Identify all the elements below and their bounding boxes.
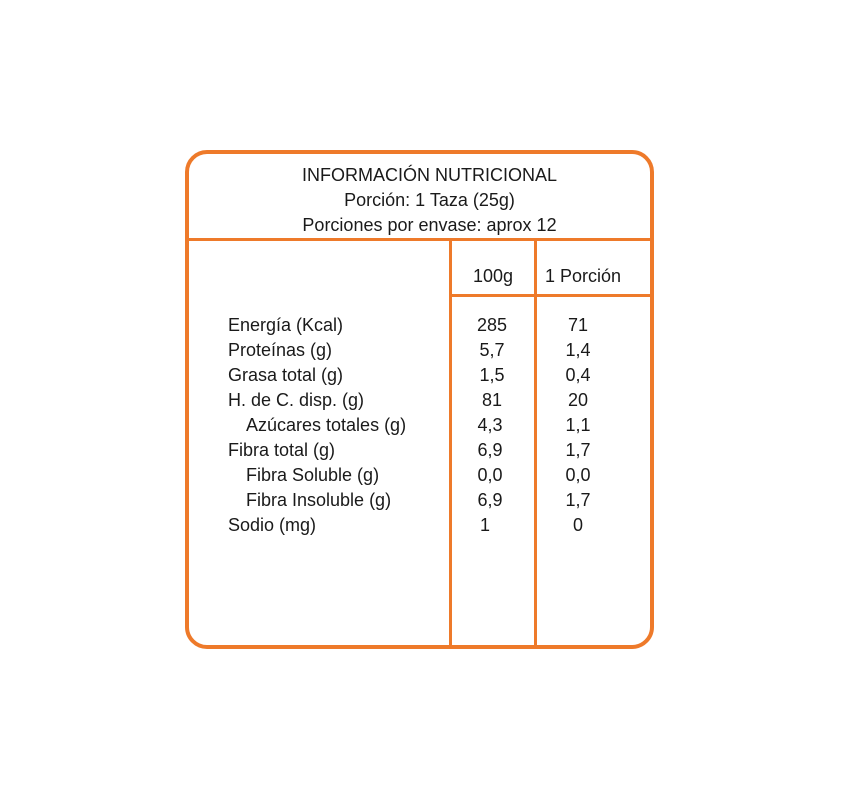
nutrient-label: Energía (Kcal) [228,315,344,335]
servings-per-container: Porciones por envase: aprox 12 [302,215,557,235]
header-divider [187,238,652,241]
nutrient-label: Fibra total (g) [228,440,336,460]
nutrient-value-100g: 6,9 [477,440,503,460]
nutrient-label: Sodio (mg) [228,515,317,535]
serving-size: Porción: 1 Taza (25g) [344,190,515,210]
nutrient-value-100g: 1 [479,515,490,535]
nutrient-value-portion: 20 [567,390,589,410]
nutrient-value-portion: 0,0 [565,465,591,485]
nutrient-value-100g: 1,5 [479,365,505,385]
column-header-portion: 1 Porción [544,266,622,286]
column-header-100g: 100g [472,266,514,286]
nutrient-label-indented: Fibra Soluble (g) [246,465,380,485]
nutrient-value-100g: 285 [476,315,508,335]
nutrient-label-indented: Azúcares totales (g) [246,415,407,435]
nutrient-value-portion: 1,7 [565,490,591,510]
nutrient-value-100g: 6,9 [477,490,503,510]
nutrient-value-portion: 1,7 [565,440,591,460]
nutrient-label: H. de C. disp. (g) [228,390,365,410]
nutrient-label: Proteínas (g) [228,340,333,360]
nutrient-value-portion: 0 [572,515,583,535]
nutrient-value-100g: 5,7 [479,340,505,360]
column-header-divider [449,294,652,297]
nutrient-value-100g: 81 [481,390,503,410]
nutrient-value-portion: 71 [567,315,589,335]
nutrient-value-portion: 1,1 [565,415,591,435]
nutrient-value-100g: 0,0 [477,465,503,485]
nutrient-value-portion: 1,4 [565,340,591,360]
nutrient-label-indented: Fibra Insoluble (g) [246,490,392,510]
panel-title: INFORMACIÓN NUTRICIONAL [301,165,557,185]
nutrient-value-portion: 0,4 [565,365,591,385]
nutrient-value-100g: 4,3 [477,415,503,435]
nutrient-label: Grasa total (g) [228,365,344,385]
